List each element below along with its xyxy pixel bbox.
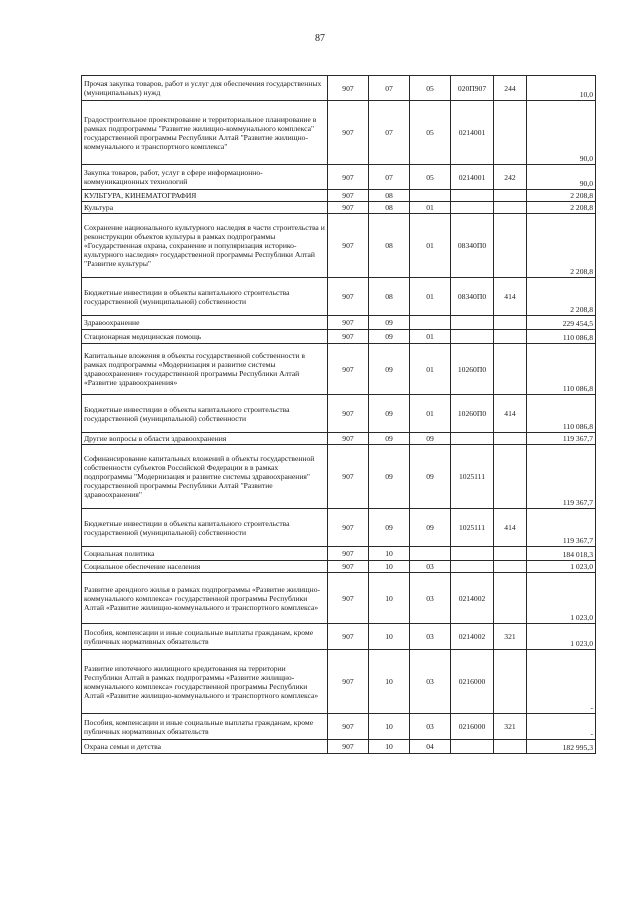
table-row <box>82 740 596 754</box>
row-name-cell: Другие вопросы в области здравоохранения <box>82 433 328 445</box>
row-gr-cell: 907 <box>328 316 369 330</box>
row-vr-cell <box>494 547 527 561</box>
row-pr-cell: 05 <box>410 165 451 190</box>
row-rz-cell: 07 <box>369 165 410 190</box>
row-rz-cell: 09 <box>369 316 410 330</box>
row-name-cell: Закупка товаров, работ, услуг в сфере информационно-коммуникационных технологий <box>82 165 328 190</box>
row-vr-cell: 414 <box>494 278 527 316</box>
row-name-cell: Стационарная медицинская помощь <box>82 330 328 344</box>
table-row <box>82 316 596 330</box>
row-name-cell: Социальное обеспечение населения <box>82 561 328 573</box>
row-gr-cell: 907 <box>328 573 369 624</box>
row-gr-cell: 907 <box>328 445 369 509</box>
row-name-cell: Прочая закупка товаров, работ и услуг для обеспечения государственных (муниципальных) нужд <box>82 76 328 101</box>
row-vr-cell: 242 <box>494 165 527 190</box>
row-pr-cell: 09 <box>410 433 451 445</box>
row-name-cell: КУЛЬТУРА, КИНЕМАТОГРАФИЯ <box>82 190 328 202</box>
table-row <box>82 330 596 344</box>
row-cs-cell: 0216000 <box>451 650 494 714</box>
row-sum-cell: 119 367,7 <box>527 433 596 445</box>
row-vr-cell <box>494 650 527 714</box>
row-sum-cell: 10,0 <box>527 76 596 101</box>
row-gr-cell: 907 <box>328 650 369 714</box>
row-name-cell: Бюджетные инвестиции в объекты капитального строительства государственной (муниципальной) собственности <box>82 509 328 547</box>
row-sum-cell: 90,0 <box>527 165 596 190</box>
row-rz-cell: 10 <box>369 547 410 561</box>
row-pr-cell: 01 <box>410 202 451 214</box>
row-cs-cell <box>451 202 494 214</box>
row-vr-cell <box>494 330 527 344</box>
row-sum-cell: 1 023,0 <box>527 561 596 573</box>
table-row <box>82 190 596 202</box>
row-sum-cell: 229 454,5 <box>527 316 596 330</box>
row-cs-cell: 10260П0 <box>451 395 494 433</box>
row-vr-cell: 414 <box>494 395 527 433</box>
row-rz-cell: 07 <box>369 76 410 101</box>
table-row <box>82 101 596 165</box>
row-rz-cell: 10 <box>369 714 410 740</box>
row-sum-cell: 2 208,8 <box>527 202 596 214</box>
row-cs-cell: 0216000 <box>451 714 494 740</box>
page-number: 87 <box>315 33 325 44</box>
row-name-cell: Сохранение национального культурного наследия в части строительства и реконструкции объектов культуры в рамках подпрограммы «Государственная охрана, сохранение и популяризация историко-культурного наследия» государственной программы Республики Алтай "Развитие культуры" <box>82 214 328 278</box>
row-pr-cell: 03 <box>410 714 451 740</box>
row-cs-cell: 0214002 <box>451 624 494 650</box>
row-vr-cell <box>494 344 527 395</box>
row-rz-cell: 10 <box>369 561 410 573</box>
row-gr-cell: 907 <box>328 714 369 740</box>
row-sum-cell: 110 086,8 <box>527 330 596 344</box>
table-row <box>82 624 596 650</box>
row-name-cell: Градостроительное проектирование и территориальное планирование в рамках подпрограммы "Развитие жилищно-коммунального комплекса" государственной программы Республики Алтай "Развитие жилищно-коммунального и транспортного комплекса" <box>82 101 328 165</box>
row-vr-cell <box>494 573 527 624</box>
row-gr-cell: 907 <box>328 202 369 214</box>
row-gr-cell: 907 <box>328 101 369 165</box>
row-name-cell: Охрана семьи и детства <box>82 740 328 754</box>
row-sum-cell: - <box>527 714 596 740</box>
row-pr-cell <box>410 190 451 202</box>
row-cs-cell <box>451 561 494 573</box>
row-name-cell: Социальная политика <box>82 547 328 561</box>
table-row <box>82 202 596 214</box>
row-gr-cell: 907 <box>328 165 369 190</box>
row-rz-cell: 09 <box>369 344 410 395</box>
row-gr-cell: 907 <box>328 561 369 573</box>
table-row <box>82 714 596 740</box>
row-rz-cell: 07 <box>369 101 410 165</box>
row-cs-cell: 08340П0 <box>451 278 494 316</box>
row-pr-cell: 04 <box>410 740 451 754</box>
row-vr-cell: 414 <box>494 509 527 547</box>
row-vr-cell <box>494 190 527 202</box>
row-vr-cell: 321 <box>494 624 527 650</box>
row-rz-cell: 09 <box>369 433 410 445</box>
row-pr-cell <box>410 547 451 561</box>
row-pr-cell: 01 <box>410 214 451 278</box>
row-name-cell: Культура <box>82 202 328 214</box>
table-row <box>82 278 596 316</box>
row-cs-cell <box>451 547 494 561</box>
row-name-cell: Пособия, компенсации и иные социальные выплаты гражданам, кроме публичных нормативных обязательств <box>82 624 328 650</box>
row-rz-cell: 10 <box>369 650 410 714</box>
row-name-cell: Бюджетные инвестиции в объекты капитального строительства государственной (муниципальной) собственности <box>82 395 328 433</box>
table-row <box>82 344 596 395</box>
table-row <box>82 547 596 561</box>
row-name-cell: Софинансирование капитальных вложений в объекты государственной собственности субъектов Российской Федерации в в рамках подпрограммы "Модернизация и развитие системы здравоохранения" государственной программы Республики Алтай "Развитие здравоохранения" <box>82 445 328 509</box>
row-cs-cell: 1025111 <box>451 445 494 509</box>
row-rz-cell: 08 <box>369 214 410 278</box>
row-vr-cell <box>494 202 527 214</box>
row-sum-cell: 119 367,7 <box>527 509 596 547</box>
row-cs-cell: 0214001 <box>451 165 494 190</box>
row-pr-cell: 03 <box>410 624 451 650</box>
row-gr-cell: 907 <box>328 547 369 561</box>
row-gr-cell: 907 <box>328 509 369 547</box>
row-cs-cell: 020П907 <box>451 76 494 101</box>
row-vr-cell: 244 <box>494 76 527 101</box>
row-pr-cell: 03 <box>410 561 451 573</box>
row-rz-cell: 09 <box>369 395 410 433</box>
row-vr-cell <box>494 316 527 330</box>
row-sum-cell: 119 367,7 <box>527 445 596 509</box>
row-gr-cell: 907 <box>328 190 369 202</box>
row-name-cell: Развитие арендного жилья в рамках подпрограммы «Развитие жилищно-коммунального комплекса» государственной программы Республики Алтай «Развитие жилищно-коммунального и транспортного комплекса» <box>82 573 328 624</box>
row-sum-cell: 110 086,8 <box>527 395 596 433</box>
table-row <box>82 650 596 714</box>
table-row <box>82 509 596 547</box>
row-sum-cell: 90,0 <box>527 101 596 165</box>
row-pr-cell: 01 <box>410 330 451 344</box>
row-cs-cell: 0214001 <box>451 101 494 165</box>
row-sum-cell: 1 023,0 <box>527 624 596 650</box>
table-row <box>82 165 596 190</box>
row-name-cell: Пособия, компенсации и иные социальные выплаты гражданам, кроме публичных нормативных обязательств <box>82 714 328 740</box>
row-cs-cell <box>451 190 494 202</box>
row-cs-cell <box>451 316 494 330</box>
row-gr-cell: 907 <box>328 395 369 433</box>
row-vr-cell <box>494 101 527 165</box>
row-vr-cell <box>494 214 527 278</box>
row-cs-cell: 1025111 <box>451 509 494 547</box>
row-vr-cell: 321 <box>494 714 527 740</box>
row-sum-cell: 110 086,8 <box>527 344 596 395</box>
row-gr-cell: 907 <box>328 433 369 445</box>
row-gr-cell: 907 <box>328 278 369 316</box>
row-rz-cell: 10 <box>369 624 410 650</box>
row-pr-cell: 05 <box>410 76 451 101</box>
row-pr-cell: 05 <box>410 101 451 165</box>
row-sum-cell: 2 208,8 <box>527 190 596 202</box>
row-gr-cell: 907 <box>328 330 369 344</box>
row-pr-cell: 03 <box>410 573 451 624</box>
table-row <box>82 395 596 433</box>
row-vr-cell <box>494 445 527 509</box>
table-row <box>82 445 596 509</box>
row-cs-cell <box>451 433 494 445</box>
row-pr-cell: 09 <box>410 509 451 547</box>
row-sum-cell: 2 208,8 <box>527 214 596 278</box>
row-pr-cell: 09 <box>410 445 451 509</box>
table-row <box>82 433 596 445</box>
row-gr-cell: 907 <box>328 344 369 395</box>
row-gr-cell: 907 <box>328 624 369 650</box>
row-cs-cell: 10260П0 <box>451 344 494 395</box>
row-rz-cell: 09 <box>369 330 410 344</box>
row-rz-cell: 10 <box>369 740 410 754</box>
row-rz-cell: 09 <box>369 445 410 509</box>
table-row <box>82 561 596 573</box>
row-name-cell: Капитальные вложения в объекты государственной собственности в рамках подпрограммы «Модернизация и развитие системы здравоохранения» государственной программы Республики Алтай «Развитие здравоохранения» <box>82 344 328 395</box>
row-vr-cell <box>494 433 527 445</box>
row-name-cell: Бюджетные инвестиции в объекты капитального строительства государственной (муниципальной) собственности <box>82 278 328 316</box>
row-sum-cell: 184 018,3 <box>527 547 596 561</box>
row-vr-cell <box>494 740 527 754</box>
row-pr-cell: 01 <box>410 278 451 316</box>
row-gr-cell: 907 <box>328 740 369 754</box>
row-pr-cell <box>410 316 451 330</box>
row-rz-cell: 10 <box>369 573 410 624</box>
row-sum-cell: 2 208,8 <box>527 278 596 316</box>
row-sum-cell: - <box>527 650 596 714</box>
row-pr-cell: 03 <box>410 650 451 714</box>
row-gr-cell: 907 <box>328 214 369 278</box>
row-cs-cell: 0214002 <box>451 573 494 624</box>
budget-table <box>81 75 596 754</box>
row-rz-cell: 09 <box>369 509 410 547</box>
row-rz-cell: 08 <box>369 278 410 316</box>
table-row <box>82 573 596 624</box>
row-pr-cell: 01 <box>410 344 451 395</box>
table-row <box>82 76 596 101</box>
budget-table-body <box>82 76 596 754</box>
row-cs-cell <box>451 330 494 344</box>
row-cs-cell <box>451 740 494 754</box>
row-rz-cell: 08 <box>369 202 410 214</box>
row-gr-cell: 907 <box>328 76 369 101</box>
row-rz-cell: 08 <box>369 190 410 202</box>
row-sum-cell: 1 023,0 <box>527 573 596 624</box>
row-name-cell: Здравоохранение <box>82 316 328 330</box>
row-sum-cell: 182 995,3 <box>527 740 596 754</box>
row-pr-cell: 01 <box>410 395 451 433</box>
table-row <box>82 214 596 278</box>
row-name-cell: Развитие ипотечного жилищного кредитования на территории Республики Алтай в рамках подпрограммы «Развитие жилищно-коммунального комплекса» государственной программы Республики Алтай «Развитие жилищно-коммунального и транспортного комплекса» <box>82 650 328 714</box>
row-cs-cell: 08340П0 <box>451 214 494 278</box>
row-vr-cell <box>494 561 527 573</box>
